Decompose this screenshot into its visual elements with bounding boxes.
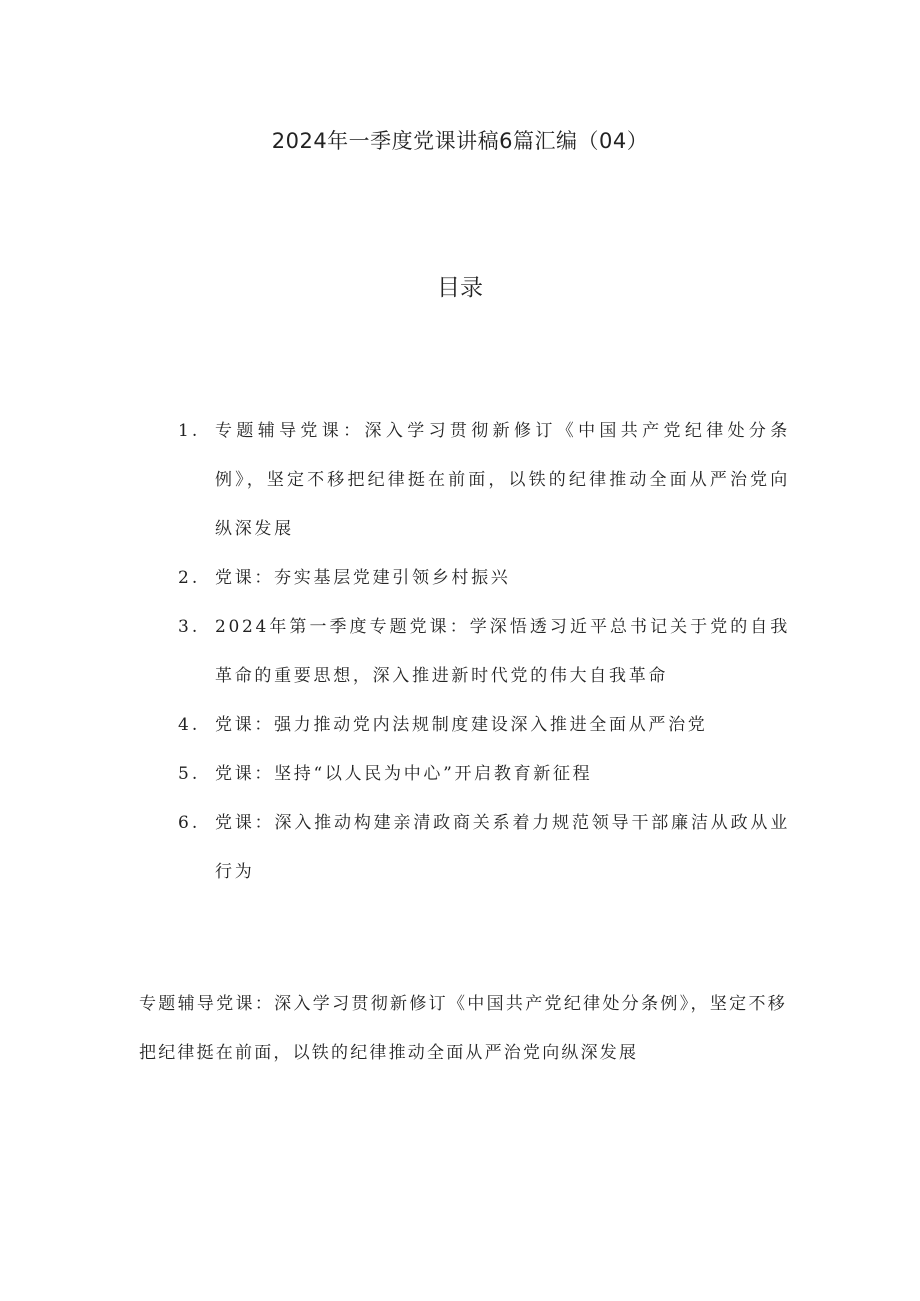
toc-item-text: 党课：深入推动构建亲清政商关系着力规范领导干部廉洁从政从业行为: [215, 813, 790, 882]
toc-item: [178, 799, 790, 897]
toc-item-text: 党课：坚持“以人民为中心”开启教育新征程: [215, 764, 593, 784]
toc-item: [178, 554, 790, 603]
toc-item: [178, 407, 790, 554]
toc-item: [178, 750, 790, 799]
toc-item: [178, 603, 790, 701]
toc-item-text: 2024年第一季度专题党课：学深悟透习近平总书记关于党的自我革命的重要思想，深入推进新时代党的伟大自我革命: [215, 617, 790, 686]
toc-item-number: 4.: [178, 715, 201, 735]
toc-item-number: 3.: [178, 617, 201, 637]
toc-heading: 目录: [437, 275, 483, 301]
toc-item-text: 党课：强力推动党内法规制度建设深入推进全面从严治党: [215, 715, 708, 735]
toc-item-number: 1.: [178, 421, 201, 441]
toc-item-number: 6.: [178, 813, 201, 833]
toc-item: [178, 701, 790, 750]
toc-item-text: 专题辅导党课：深入学习贯彻新修订《中国共产党纪律处分条例》，坚定不移把纪律挺在前面，以铁的纪律推动全面从严治党向纵深发展: [215, 421, 790, 539]
document-title: 2024年一季度党课讲稿6篇汇编（04）: [271, 129, 649, 153]
section-title: 专题辅导党课：深入学习贯彻新修订《中国共产党纪律处分条例》，坚定不移把纪律挺在前面，以铁的纪律推动全面从严治党向纵深发展: [139, 994, 787, 1063]
toc-list: [178, 407, 790, 897]
toc-item-number: 5.: [178, 764, 201, 784]
toc-item-number: 2.: [178, 568, 201, 588]
toc-item-text: 党课：夯实基层党建引领乡村振兴: [215, 568, 511, 588]
